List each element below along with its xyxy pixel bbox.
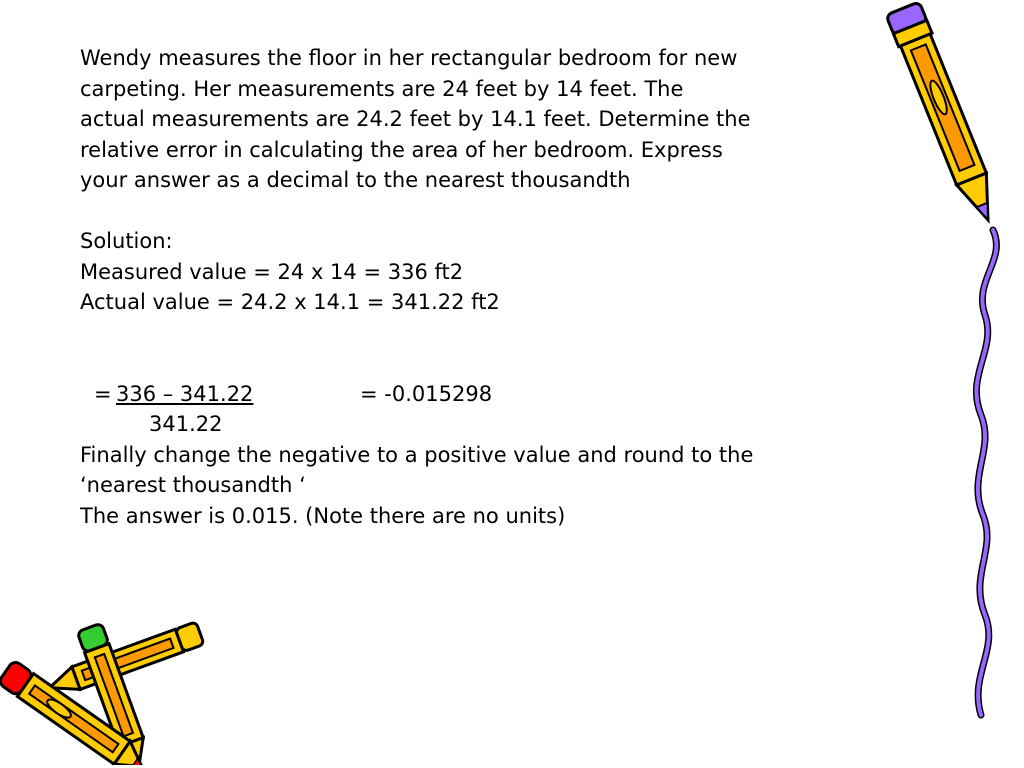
fraction-denominator: 341.22 [149,412,223,436]
problem-line-2: carpeting. Her measurements are 24 feet by 14 feet. The [80,76,684,101]
measured-value-line: Measured value = 24 x 14 = 336 ft2 [80,259,464,284]
fraction-row [80,379,880,410]
crossed-pencils-bottom-left-icon [0,615,220,765]
final-line-2: ‘nearest thousandth ‘ [80,473,306,497]
fraction-prefix: = [94,381,112,406]
problem-line-1: Wendy measures the floor in her rectangular bedroom for new [80,46,738,70]
squiggle-line-right-icon [955,225,1015,725]
problem-line-3: actual measurements are 24.2 feet by 14.1 feet. Determine the [80,107,751,131]
problem-line-4: relative error in calculating the area of her bedroom. Express [80,137,723,162]
denominator-row [80,409,880,440]
final-line-1: Finally change the negative to a positive value and round to the [80,442,754,467]
solution-heading: Solution: [80,229,173,253]
slide-text [80,43,880,531]
final-line-3: The answer is 0.015. (Note there are no units) [80,503,566,528]
actual-value-line: Actual value = 24.2 x 14.1 = 341.22 ft2 [80,290,500,314]
fraction-numerator: 336 – 341.22 [116,381,254,406]
fraction-result: = -0.015298 [360,381,493,406]
pencil-top-right-icon [850,0,1010,245]
problem-line-5: your answer as a decimal to the nearest thousandth [80,168,631,192]
